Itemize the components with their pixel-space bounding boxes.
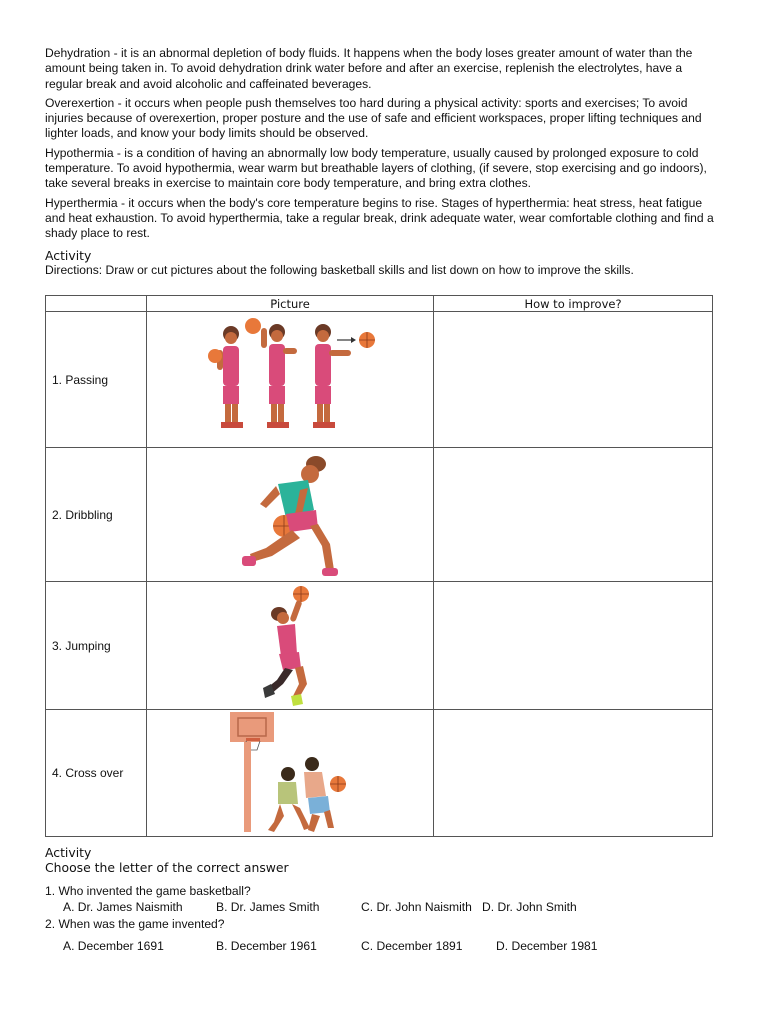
question-2: 2. When was the game invented? <box>45 917 225 931</box>
table-row <box>46 582 713 710</box>
hyperthermia-paragraph: Hyperthermia - it occurs when the body's core temperature begins to rise. Stages of hyperthermia: heat stress, heat fatigue and heat exhaustion. To avoid hyperthermia, take a regular break, drink adequate water, wear comfortable clothing and find a shady place to rest. <box>45 195 714 241</box>
question-2-choices <box>63 939 725 954</box>
hypothermia-paragraph: Hypothermia - is a condition of having an abnormally low body temperature, usually caused by prolonged exposure to cold temperature. To avoid hypothermia, wear warm but breathable layers of clothing, (if severe, stop exercising and go indoors), take several breaks in exercise to maintain core body temperature, and bring extra clothes. <box>45 145 707 191</box>
question-1: 1. Who invented the game basketball? <box>45 884 251 898</box>
table-row <box>46 710 713 837</box>
choice-1b[interactable]: B. Dr. James Smith <box>216 900 320 914</box>
choice-1a[interactable]: A. Dr. James Naismith <box>63 900 183 914</box>
table-row <box>46 312 713 448</box>
how-to-improve-cross-over[interactable] <box>434 710 713 837</box>
dehydration-paragraph: Dehydration - it is an abnormal depletion of body fluids. It happens when the body loses greater amount of water than the amount being taken in. To avoid dehydration drink water before and after an exercise, replenish the electrolytes, have a regular break and avoid alcoholic and caffeinated beverages. <box>45 46 693 91</box>
activity-2-heading: Activity <box>45 845 92 860</box>
header-how-to-improve: How to improve? <box>434 296 713 312</box>
activity-2-instruction: Choose the letter of the correct answer <box>45 860 289 875</box>
table-header-row <box>46 296 713 312</box>
activity-directions: Directions: Draw or cut pictures about the following basketball skills and list down on how to improve the skills. <box>45 262 634 277</box>
picture-cell-jumping <box>147 582 434 710</box>
notes <box>45 46 715 278</box>
choice-2d[interactable]: D. December 1981 <box>496 939 598 953</box>
overexertion-paragraph: Overexertion - it occurs when people push themselves too hard during a physical activity: sports and exercises; To avoid injuries because of overexertion, proper posture and the use of safe and efficient workspaces, proper lifting techniques and lighter loads, and know your body limits should be observed. <box>45 95 702 141</box>
choice-2b[interactable]: B. December 1961 <box>216 939 317 953</box>
dribbling-player-icon <box>230 452 350 578</box>
row-label-jumping: 3. Jumping <box>46 582 147 710</box>
row-label-dribbling: 2. Dribbling <box>46 448 147 582</box>
choice-1c[interactable]: C. Dr. John Naismith <box>361 900 472 914</box>
jump-shot-player-icon <box>255 584 325 708</box>
quiz-section <box>45 845 725 954</box>
choice-2a[interactable]: A. December 1691 <box>63 939 164 953</box>
row-label-passing: 1. Passing <box>46 312 147 448</box>
choice-2c[interactable]: C. December 1891 <box>361 939 463 953</box>
picture-cell-passing <box>147 312 434 448</box>
header-skill <box>46 296 147 312</box>
picture-cell-dribbling <box>147 448 434 582</box>
how-to-improve-jumping[interactable] <box>434 582 713 710</box>
how-to-improve-dribbling[interactable] <box>434 448 713 582</box>
table-row <box>46 448 713 582</box>
row-label-cross-over: 4. Cross over <box>46 710 147 837</box>
passing-players-icon <box>205 316 375 444</box>
picture-cell-cross-over <box>147 710 434 837</box>
crossover-players-icon <box>230 712 350 834</box>
header-picture: Picture <box>147 296 434 312</box>
choice-1d[interactable]: D. Dr. John Smith <box>482 900 577 914</box>
question-1-choices <box>63 900 725 915</box>
skills-table <box>45 295 713 837</box>
activity-heading: Activity <box>45 247 92 263</box>
how-to-improve-passing[interactable] <box>434 312 713 448</box>
